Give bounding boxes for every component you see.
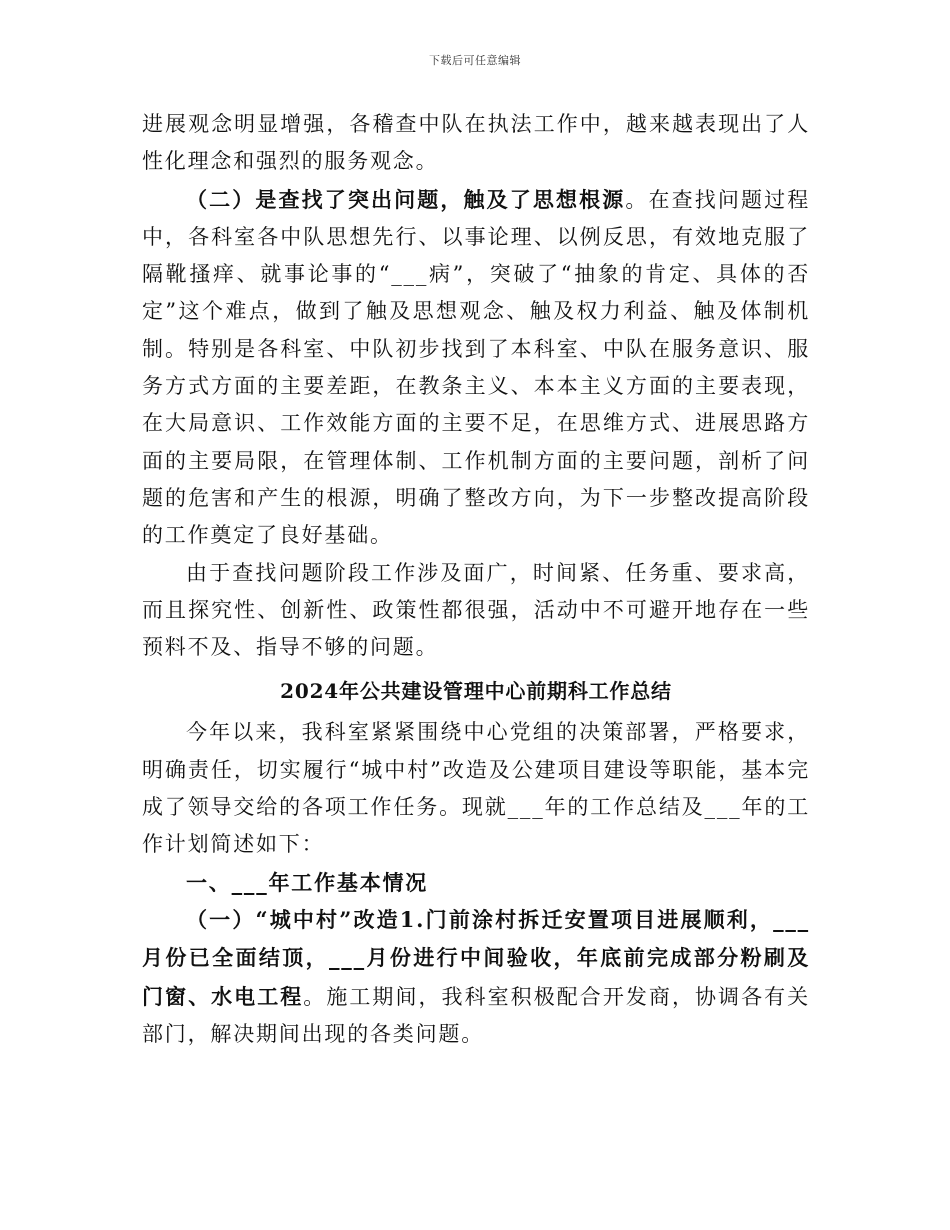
paragraph-2-text: 。在查找问题过程中，各科室各中队思想先行、以事论理、以例反思，有效地克服了隔靴搔痒、就事论事的“___病”，突破了“抽象的肯定、具体的否定”这个难点，做到了触及思想观念、触及权力利益、触及体制机制。特别是各科室、中队初步找到了本科室、中队在服务意识、服务方式方面的主要差距，在教条主义、本本主义方面的主要表现，在大局意识、工作效能方面的主要不足，在思维方式、进展思路方面的主要局限，在管理体制、工作机制方面的主要问题，剖析了问题的危害和产生的根源，明确了整改方向，为下一步整改提高阶段的工作奠定了良好基础。 bbox=[142, 187, 811, 548]
paragraph-5 bbox=[142, 901, 810, 1053]
document-body bbox=[142, 106, 810, 1053]
paragraph-2-heading: （二）是查找了突出问题，触及了思想根源 bbox=[186, 186, 626, 212]
paragraph-3: 由于查找问题阶段工作涉及面广，时间紧、任务重、要求高，而且探究性、创新性、政策性都很强，活动中不可避开地存在一些预料不及、指导不够的问题。 bbox=[142, 560, 810, 660]
section-heading-1: 一、___年工作基本情况 bbox=[186, 869, 429, 895]
paragraph-5-heading: （一）“城中村”改造1.门前涂村拆迁安置项目进展顺利，___月份已全面结顶，___月份进行中间验收，年底前完成部分粉刷及门窗、水电工程 bbox=[142, 906, 810, 1009]
page-header: 下载后可任意编辑 bbox=[429, 54, 521, 67]
paragraph-1: 进展观念明显增强，各稽查中队在执法工作中，越来越表现出了人性化理念和强烈的服务观念。 bbox=[142, 112, 810, 174]
paragraph-4: 今年以来，我科室紧紧围绕中心党组的决策部署，严格要求，明确责任，切实履行“城中村”改造及公建项目建设等职能，基本完成了领导交给的各项工作任务。现就___年的工作总结及___年的工作计划简述如下： bbox=[142, 720, 810, 857]
paragraph-2 bbox=[142, 181, 810, 555]
paragraph-5-text: 。施工期间，我科室积极配合开发商，协调各有关部门，解决期间出现的各类问题。 bbox=[142, 984, 810, 1046]
document-title: 2024年公共建设管理中心前期科工作总结 bbox=[280, 679, 672, 704]
